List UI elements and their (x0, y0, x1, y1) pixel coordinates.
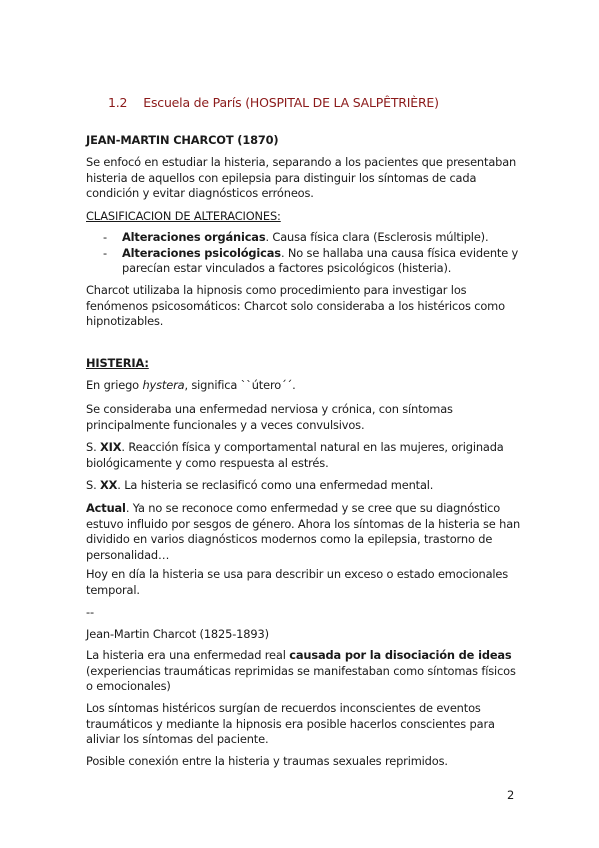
hipnosis-paragraph: Charcot utilizaba la hipnosis como procedimiento para investigar los fenómenos psicosomáticos: Charcot solo consideraba a los histéricos como hipnotizables. (86, 283, 505, 329)
actual-post: . Ya no se reconoce como enfermedad y se cree que su diagnóstico estuvo influido por sesgos de género. Ahora los síntomas de la histeria se han dividido en varios diagnósticos modernos como la epilepsia, trastorno de personalidad… (86, 501, 521, 562)
list-item (103, 246, 533, 277)
intro-paragraph: Se enfocó en estudiar la histeria, separando a los pacientes que presentaban histeria de aquellos con epilepsia para distinguir los síntomas de cada condición y evitar diagnósticos erróneos. (86, 155, 517, 201)
s20-paragraph (86, 478, 526, 494)
list-item-text: . Causa física clara (Esclerosis múltiple). (265, 230, 489, 244)
s19-post: . Reacción física y comportamental natural en las mujeres, originada biológicamente y como respuesta al estrés. (86, 440, 504, 470)
s20-pre: S. (86, 478, 101, 492)
disociacion-post: (experiencias traumáticas reprimidas se manifestaban como síntomas físicos o emocionales) (86, 663, 516, 694)
alteraciones-list (103, 230, 533, 277)
posible-paragraph: Posible conexión entre la histeria y traumas sexuales reprimidos. (86, 754, 448, 768)
charcot-title: JEAN-MARTIN CHARCOT (1870) (86, 133, 279, 147)
histeria-title: HISTERIA: (86, 356, 149, 370)
griego-post: , significa ``útero´´. (184, 378, 296, 392)
disociacion-bold: causada por la disociación de ideas (289, 648, 512, 662)
list-item-text: . No se hallaba una causa física evidente y parecían estar vinculados a factores psicológicos (histeria). (122, 245, 519, 276)
list-item-term: Alteraciones psicológicas (122, 245, 281, 260)
s20-bold: XX (100, 478, 118, 492)
griego-word: hystera (142, 378, 185, 392)
section-number: 1.2 (108, 95, 128, 110)
disociacion-pre: La histeria era una enfermedad real (86, 648, 290, 662)
consideraba-paragraph: Se consideraba una enfermedad nerviosa y crónica, con síntomas principalmente funcionales y a veces convulsivos. (86, 402, 453, 432)
list-dash: - (103, 245, 107, 260)
section-title: Escuela de París (HOSPITAL DE LA SALPÊTRIÈRE) (143, 95, 439, 110)
hoy-paragraph: Hoy en día la histeria se usa para describir un exceso o estado emocionales temporal. (86, 567, 509, 597)
s19-paragraph (86, 440, 526, 471)
griego-pre: En griego (86, 378, 143, 392)
actual-bold: Actual (86, 501, 126, 515)
section-heading (108, 95, 439, 110)
disociacion-paragraph (86, 648, 526, 695)
actual-paragraph (86, 501, 526, 563)
separator: -- (86, 605, 94, 619)
s19-bold: XIX (100, 440, 122, 454)
sintomas-paragraph: Los síntomas histéricos surgían de recuerdos inconscientes de eventos traumáticos y mediante la hipnosis era posible hacerlos conscientes para aliviar los síntomas del paciente. (86, 701, 495, 747)
s20-post: . La histeria se reclasificó como una enfermedad mental. (117, 478, 434, 492)
charcot-dates: Jean-Martin Charcot (1825-1893) (86, 627, 269, 641)
list-dash: - (103, 230, 107, 244)
list-item-term: Alteraciones orgánicas (122, 230, 266, 244)
clasificacion-title: CLASIFICACION DE ALTERACIONES: (86, 209, 281, 223)
s19-pre: S. (86, 440, 101, 454)
griego-paragraph (86, 378, 526, 394)
page-number: 2 (507, 788, 515, 802)
list-item (103, 230, 533, 246)
